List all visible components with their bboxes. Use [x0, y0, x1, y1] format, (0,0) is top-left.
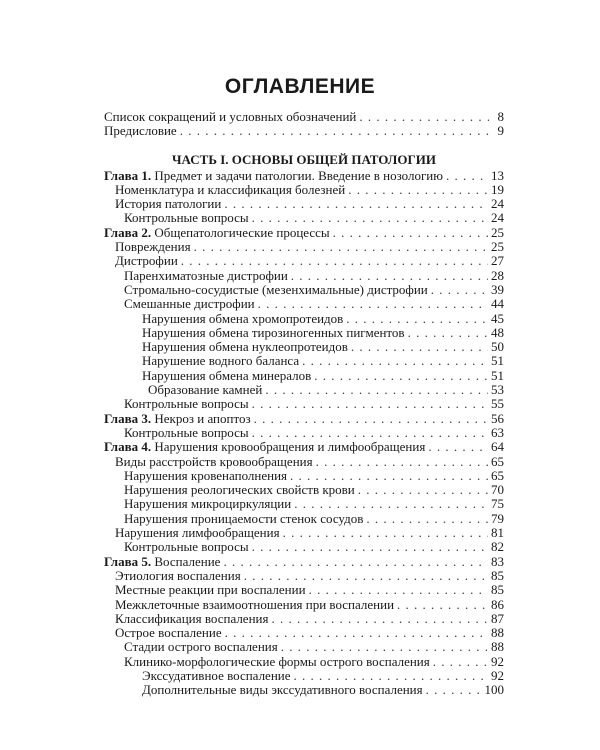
- toc-entry[interactable]: [104, 312, 504, 326]
- toc-page-number: 63: [491, 424, 504, 440]
- toc-chapter-4[interactable]: [104, 440, 504, 454]
- toc-chapter-5[interactable]: [104, 555, 504, 569]
- toc-entry-label: Нарушения проницаемости стенок сосудов: [124, 510, 364, 526]
- toc-entry[interactable]: [104, 297, 504, 311]
- toc-entry[interactable]: [104, 326, 504, 340]
- toc-entry[interactable]: [104, 526, 504, 540]
- toc-entry-label: Нарушения обмена хромопротеидов: [142, 310, 344, 326]
- toc-page-number: 92: [491, 653, 504, 669]
- toc-page-number: 86: [491, 596, 504, 612]
- toc-entry[interactable]: [104, 655, 504, 669]
- toc-entry-label: Смешанные дистрофии: [124, 296, 255, 312]
- toc-entry[interactable]: [104, 483, 504, 497]
- toc-entry-label: Глава 3. Некроз и апоптоз: [104, 410, 251, 426]
- toc-entry-label: Классификация воспаления: [115, 610, 269, 626]
- leader-dots: [359, 110, 489, 124]
- toc-entry-label: Нарушения обмена тирозиногенных пигментов: [142, 324, 405, 340]
- toc-page-number: 39: [491, 281, 504, 297]
- leader-dots: [426, 683, 482, 697]
- toc-entry-label: Нарушения обмена минералов: [142, 367, 312, 383]
- toc-page-number: 24: [491, 196, 504, 212]
- toc-entry-label: Нарушения кровенаполнения: [124, 467, 288, 483]
- toc-entry[interactable]: [104, 669, 504, 683]
- chapter-prefix: Глава 1.: [104, 167, 152, 183]
- toc-page-number: 100: [484, 682, 504, 698]
- toc-entry-label: Нарушения реологических свойств крови: [124, 482, 355, 498]
- toc-entry-label: Контрольные вопросы: [124, 210, 249, 226]
- leader-dots: [333, 226, 488, 240]
- toc-page-number: 92: [491, 667, 504, 683]
- leader-dots: [408, 326, 488, 340]
- toc-entry[interactable]: [104, 369, 504, 383]
- toc-page-number: 50: [491, 339, 504, 355]
- leader-dots: [351, 340, 488, 354]
- toc-entry-label: Стадии острого воспаления: [124, 639, 278, 655]
- toc-entry-label: Виды расстройств кровообращения: [115, 453, 313, 469]
- toc-entry[interactable]: [104, 426, 504, 440]
- toc-entry-label: Острое воспаление: [115, 625, 222, 641]
- leader-dots: [309, 583, 488, 597]
- toc-entry[interactable]: [104, 269, 504, 283]
- leader-dots: [294, 669, 488, 683]
- toc-entry[interactable]: [104, 197, 504, 211]
- leader-dots: [431, 283, 488, 297]
- toc-entry-label: Стромально-сосудистые (мезенхимальные) дистрофии: [124, 281, 428, 297]
- toc-entry-label: Паренхиматозные дистрофии: [124, 267, 288, 283]
- toc-entry-label: Нарушения обмена нуклеопротеидов: [142, 339, 348, 355]
- toc-entry-label: Глава 1. Предмет и задачи патологии. Введение в нозологию: [104, 167, 443, 183]
- toc-entry-label: Глава 2. Общепатологические процессы: [104, 224, 330, 240]
- part-heading: ЧАСТЬ I. ОСНОВЫ ОБЩЕЙ ПАТОЛОГИИ: [172, 151, 436, 167]
- toc-page-number: 51: [491, 353, 504, 369]
- leader-dots: [252, 426, 488, 440]
- leader-dots: [358, 483, 488, 497]
- toc-page-number: 65: [491, 467, 504, 483]
- toc-entry-label: Нарушения лимфообращения: [115, 525, 280, 541]
- leader-dots: [244, 569, 488, 583]
- toc-entry-label: Контрольные вопросы: [124, 539, 249, 555]
- leader-dots: [265, 383, 488, 397]
- toc-entry-label: Контрольные вопросы: [124, 396, 249, 412]
- toc-entry-label: Контрольные вопросы: [124, 424, 249, 440]
- leader-dots: [316, 455, 488, 469]
- toc-page-number: 88: [491, 625, 504, 641]
- toc-entry-label: Повреждения: [115, 239, 191, 255]
- toc-page-number: 81: [491, 525, 504, 541]
- toc-page-number: 24: [491, 210, 504, 226]
- table-of-contents: [104, 110, 504, 698]
- toc-chapter-2[interactable]: [104, 226, 504, 240]
- chapter-prefix: Глава 4.: [104, 439, 152, 455]
- toc-entry-label: Нарушения микроциркуляции: [124, 496, 292, 512]
- leader-dots: [254, 412, 488, 426]
- toc-entry-label: Местные реакции при воспалении: [115, 582, 306, 598]
- toc-entry-label: Дистрофии: [115, 253, 178, 269]
- toc-page-number: 70: [491, 482, 504, 498]
- toc-page-number: 25: [491, 224, 504, 240]
- toc-page-number: 88: [491, 639, 504, 655]
- toc-entry[interactable]: [104, 383, 504, 397]
- toc-entry-abbreviations[interactable]: [104, 110, 504, 124]
- leader-dots: [346, 312, 488, 326]
- leader-dots: [314, 369, 488, 383]
- toc-page-number: 13: [491, 167, 504, 183]
- toc-entry[interactable]: [104, 626, 504, 640]
- toc-entry-label: Клинико-морфологические формы острого воспаления: [124, 653, 430, 669]
- toc-page-number: 48: [491, 324, 504, 340]
- toc-page-number: 85: [491, 582, 504, 598]
- toc-entry-label: Предисловие: [104, 123, 177, 139]
- toc-entry[interactable]: [104, 540, 504, 554]
- page-title: ОГЛАВЛЕНИЕ: [224, 75, 376, 98]
- toc-entry-label: История патологии: [115, 196, 222, 212]
- toc-page-number: 25: [491, 239, 504, 255]
- toc-entry-label: Номенклатура и классификация болезней: [115, 181, 346, 197]
- toc-page-number: 75: [491, 496, 504, 512]
- leader-dots: [446, 169, 488, 183]
- leader-dots: [294, 497, 488, 511]
- leader-dots: [428, 440, 488, 454]
- toc-chapter-3[interactable]: [104, 412, 504, 426]
- leader-dots: [258, 297, 488, 311]
- toc-entry[interactable]: [104, 240, 504, 254]
- toc-page-number: 51: [491, 367, 504, 383]
- toc-page-number: 79: [491, 510, 504, 526]
- leader-dots: [252, 397, 488, 411]
- toc-entry[interactable]: [104, 640, 504, 654]
- leader-dots: [281, 640, 488, 654]
- leader-dots: [348, 183, 488, 197]
- toc-entry[interactable]: [104, 455, 504, 469]
- toc-page-number: 85: [491, 567, 504, 583]
- toc-entry[interactable]: [104, 569, 504, 583]
- leader-dots: [433, 655, 488, 669]
- leader-dots: [291, 269, 488, 283]
- toc-page-number: 19: [491, 181, 504, 197]
- toc-page-number: 64: [491, 439, 504, 455]
- toc-page-number: 8: [497, 109, 504, 124]
- toc-entry[interactable]: [104, 340, 504, 354]
- toc-page-number: 44: [491, 296, 504, 312]
- leader-dots: [224, 197, 488, 211]
- toc-page-number: 28: [491, 267, 504, 283]
- leader-dots: [252, 540, 488, 554]
- toc-page-number: 65: [491, 453, 504, 469]
- toc-entry-label: Список сокращений и условных обозначений: [104, 109, 357, 124]
- leader-dots: [283, 526, 488, 540]
- toc-page-number: 45: [491, 310, 504, 326]
- toc-entry[interactable]: [104, 211, 504, 225]
- toc-chapter-1[interactable]: [104, 169, 504, 183]
- leader-dots: [181, 254, 488, 268]
- leader-dots: [290, 469, 488, 483]
- toc-page-number: 55: [491, 396, 504, 412]
- toc-entry-label: Образование камней: [148, 382, 263, 398]
- leader-dots: [194, 240, 488, 254]
- toc-entry-label: Глава 4. Нарушения кровообращения и лимфообращения: [104, 439, 426, 455]
- chapter-prefix: Глава 3.: [104, 410, 152, 426]
- toc-entry[interactable]: [104, 397, 504, 411]
- leader-dots: [302, 354, 488, 368]
- toc-entry[interactable]: [104, 354, 504, 368]
- toc-entry[interactable]: [104, 283, 504, 297]
- toc-entry[interactable]: [104, 598, 504, 612]
- chapter-prefix: Глава 2.: [104, 224, 152, 240]
- toc-page-number: 9: [497, 123, 504, 139]
- toc-entry-label: Дополнительные виды экссудативного воспаления: [142, 682, 423, 698]
- toc-entry-label: Межклеточные взаимоотношения при воспалении: [115, 596, 395, 612]
- toc-page-number: 56: [491, 410, 504, 426]
- leader-dots: [223, 555, 488, 569]
- toc-page-number: 82: [491, 539, 504, 555]
- leader-dots: [180, 124, 489, 138]
- toc-page-number: 87: [491, 610, 504, 626]
- toc-entry[interactable]: [104, 469, 504, 483]
- toc-entry[interactable]: [104, 497, 504, 511]
- leader-dots: [397, 598, 488, 612]
- leader-dots: [225, 626, 488, 640]
- chapter-prefix: Глава 5.: [104, 553, 152, 569]
- toc-page-number: 53: [491, 382, 504, 398]
- toc-entry[interactable]: [104, 583, 504, 597]
- leader-dots: [252, 211, 488, 225]
- toc-page-number: 27: [491, 253, 504, 269]
- toc-entry[interactable]: [104, 254, 504, 268]
- leader-dots: [366, 512, 488, 526]
- toc-page-number: 83: [491, 553, 504, 569]
- toc-entry-label: Этиология воспаления: [115, 567, 241, 583]
- toc-entry-preface[interactable]: [104, 124, 504, 138]
- toc-entry-label: Экссудативное воспаление: [142, 667, 291, 683]
- toc-entry-label: Нарушение водного баланса: [142, 353, 300, 369]
- toc-entry-label: Глава 5. Воспаление: [104, 553, 221, 569]
- toc-entry[interactable]: [104, 183, 504, 197]
- toc-entry[interactable]: [104, 512, 504, 526]
- leader-dots: [271, 612, 488, 626]
- toc-entry[interactable]: [104, 683, 504, 697]
- toc-entry[interactable]: [104, 612, 504, 626]
